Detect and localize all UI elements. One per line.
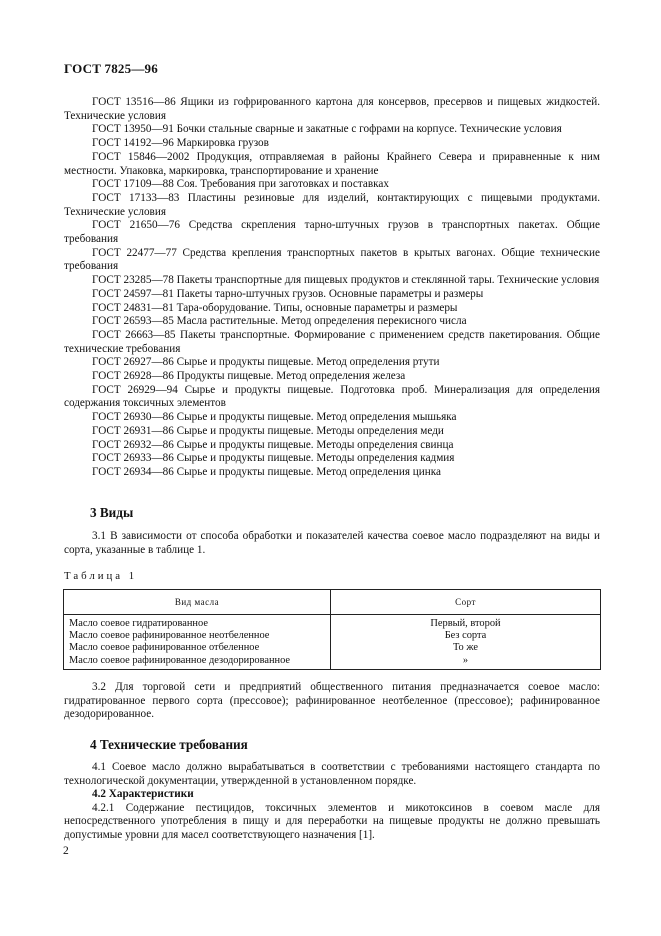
cell-grade: Без сорта: [331, 630, 601, 642]
reference-item: ГОСТ 24831—81 Тара-оборудование. Типы, основные параметры и размеры: [92, 301, 458, 314]
paragraph-text: 3.1 В зависимости от способа обработки и показателей качества соевое масло подразделяют на виды и сорта, указанные в таблице 1.: [64, 530, 600, 556]
reference-item: ГОСТ 14192—96 Маркировка грузов: [92, 137, 269, 150]
reference-item: ГОСТ 15846—2002 Продукция, отправляемая в районы Крайнего Севера и приравненные к ним местности. Упаковка, маркировка, транспортирование и хранение: [64, 150, 600, 177]
reference-item: ГОСТ 26928—86 Продукты пищевые. Метод определения железа: [92, 370, 406, 383]
table-row: [64, 615, 601, 631]
table-row: [64, 630, 601, 642]
normative-references-list: [64, 96, 600, 480]
reference-item: ГОСТ 26934—86 Сырье и продукты пищевые. Метод определения цинка: [92, 465, 441, 478]
reference-item: ГОСТ 26930—86 Сырье и продукты пищевые. Метод определения мышьяка: [92, 411, 457, 424]
reference-item: ГОСТ 17133—83 Пластины резиновые для изделий, контактирующих с пищевыми продуктами. Технические условия: [64, 191, 600, 218]
table-row: [64, 642, 601, 654]
reference-item: ГОСТ 26929—94 Сырье и продукты пищевые. Подготовка проб. Минерализация для определения содержания токсичных элементов: [64, 383, 600, 410]
reference-item: ГОСТ 26593—85 Масла растительные. Метод определения перекисного числа: [92, 315, 467, 328]
table-row: [64, 655, 601, 670]
cell-type: Масло соевое рафинированное неотбеленное: [64, 630, 331, 642]
reference-item: ГОСТ 23285—78 Пакеты транспортные для пищевых продуктов и стеклянной тары. Технические условия: [92, 274, 600, 287]
cell-type: Масло соевое гидратированное: [64, 615, 331, 631]
section-3-heading: 3 Виды: [90, 505, 134, 520]
paragraph-4-1: 4.1 Соевое масло должно вырабатываться в соответствии с требованиями настоящего стандарта по технологической документации, утвержденной в установленном порядке.: [64, 761, 600, 787]
reference-item: ГОСТ 26931—86 Сырье и продукты пищевые. Методы определения меди: [92, 424, 444, 437]
document-code: ГОСТ 7825—96: [64, 61, 158, 76]
page-number: 2: [63, 845, 69, 857]
paragraph-3-1: [64, 530, 600, 557]
reference-item: ГОСТ 13516—86 Ящики из гофрированного картона для консервов, пресервов и пищевых жидкостей. Технические условия: [64, 96, 600, 122]
column-header-grade: Сорт: [331, 590, 601, 615]
reference-item: ГОСТ 26663—85 Пакеты транспортные. Формирование с применением средств пакетирования. Общие технические требования: [64, 328, 600, 355]
subsection-4-2-heading: 4.2 Характеристики: [92, 788, 194, 801]
cell-grade: »: [331, 655, 601, 670]
table-header-row: [64, 590, 601, 615]
cell-type: Масло соевое рафинированное отбеленное: [64, 642, 331, 654]
reference-item: ГОСТ 26927—86 Сырье и продукты пищевые. Метод определения ртути: [92, 356, 440, 369]
reference-item: ГОСТ 13950—91 Бочки стальные сварные и закатные с гофрами на корпусе. Технические условия: [92, 123, 562, 136]
reference-item: ГОСТ 26933—86 Сырье и продукты пищевые. Методы определения кадмия: [92, 452, 455, 465]
section-4-heading: 4 Технические требования: [90, 737, 248, 752]
cell-type: Масло соевое рафинированное дезодорированное: [64, 655, 331, 670]
reference-item: ГОСТ 26932—86 Сырье и продукты пищевые. Методы определения свинца: [92, 438, 454, 451]
paragraph-4-2-1: 4.2.1 Содержание пестицидов, токсичных элементов и микотоксинов в соевом масле для непосредственного употребления в пищу и для переработки на пищевые продукты не должно превышать допустимые уровни для масел соответствующего назначения [1].: [64, 801, 600, 841]
cell-grade: То же: [331, 642, 601, 654]
reference-item: ГОСТ 22477—77 Средства крепления транспортных пакетов в крытых вагонах. Общие технические требования: [64, 246, 600, 273]
reference-item: ГОСТ 17109—88 Соя. Требования при заготовках и поставках: [92, 178, 389, 191]
table-caption: Таблица 1: [64, 570, 138, 582]
reference-item: ГОСТ 21650—76 Средства скрепления тарно-штучных грузов в транспортных пакетах. Общие требования: [64, 219, 600, 246]
oil-types-table: [63, 589, 601, 670]
reference-item: ГОСТ 24597—81 Пакеты тарно-штучных грузов. Основные параметры и размеры: [92, 287, 484, 300]
paragraph-text: 3.2 Для торговой сети и предприятий общественного питания предназначается соевое масло: гидратированное первого сорта (прессовое); рафинированное неотбеленное (прессовое); рафинированное дезодорированное.: [64, 681, 600, 721]
cell-grade: Первый, второй: [331, 615, 601, 631]
column-header-type: Вид масла: [64, 590, 331, 615]
section-4-body: [64, 761, 600, 843]
paragraph-3-2: [64, 681, 600, 722]
